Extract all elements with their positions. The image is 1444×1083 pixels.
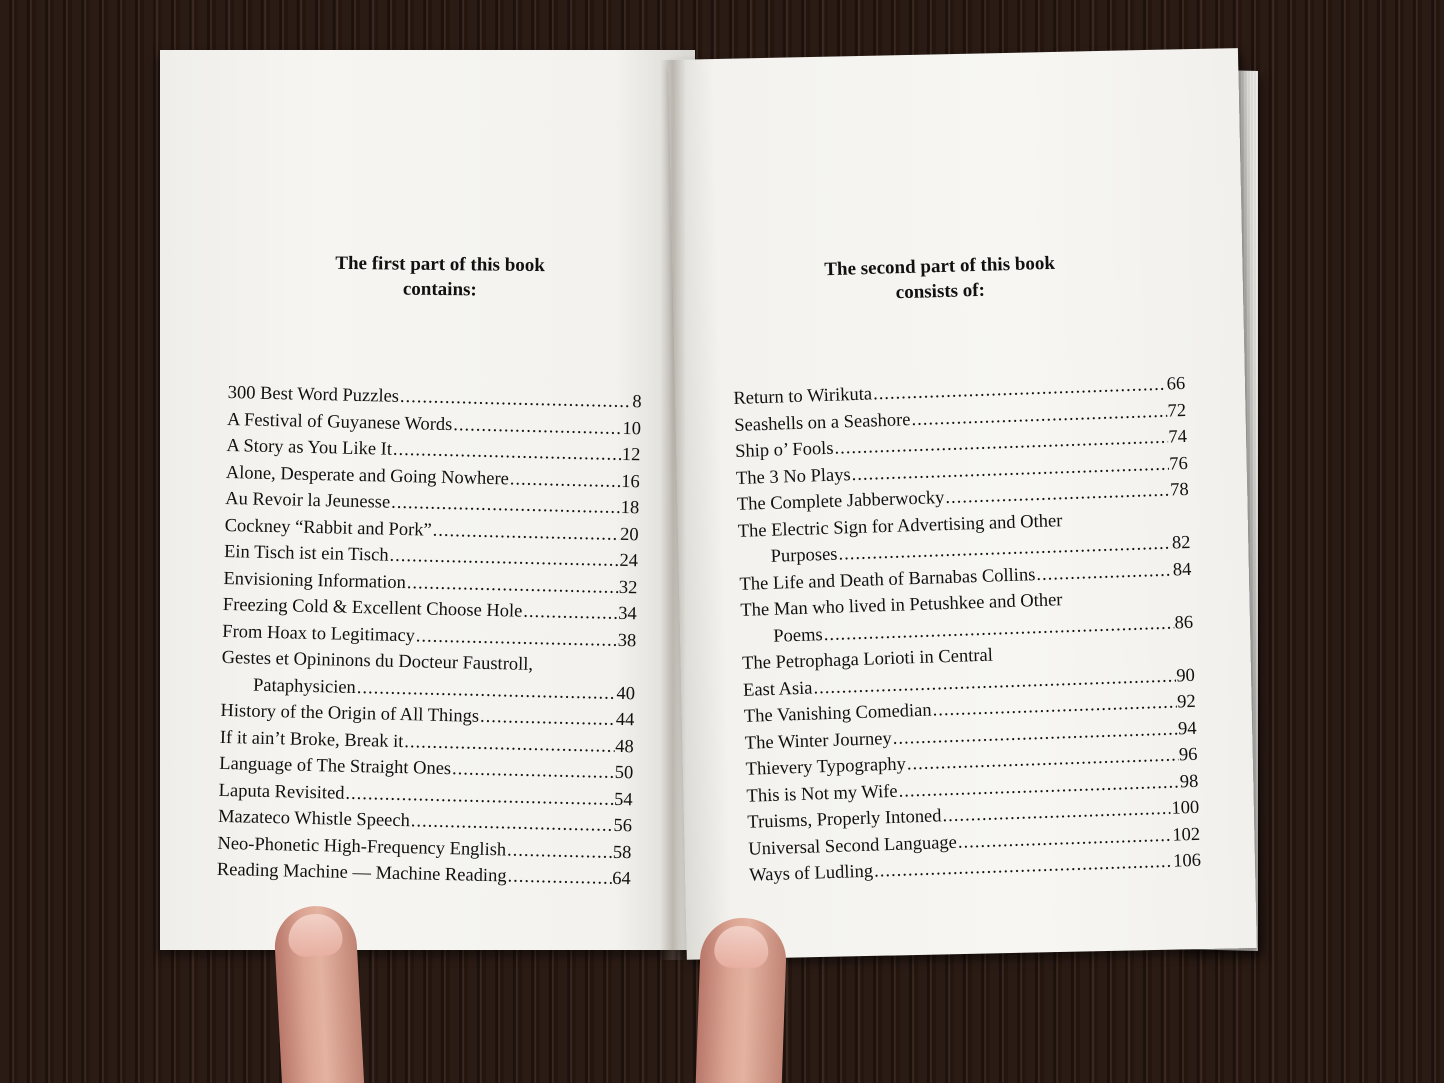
toc-page-number: 40 bbox=[616, 683, 636, 704]
toc-page-number: 84 bbox=[1172, 559, 1192, 581]
toc-entry-title: Universal Second Language bbox=[748, 832, 958, 860]
toc-entry-title: History of the Origin of All Things bbox=[220, 700, 480, 727]
toc-page-number: 20 bbox=[619, 524, 639, 545]
toc-dot-leader bbox=[1036, 557, 1172, 588]
toc-entry-title: The Winter Journey bbox=[744, 728, 892, 754]
toc-dot-leader bbox=[453, 412, 622, 442]
toc-dot-leader bbox=[507, 837, 612, 866]
toc-entry-title: Return to Wirikuta bbox=[733, 384, 873, 409]
toc-entry-title: Ways of Ludling bbox=[748, 861, 874, 886]
toc-entry-title: Freezing Cold & Excellent Choose Hole bbox=[222, 594, 523, 622]
toc-entry-title: Pataphysicien bbox=[252, 675, 357, 698]
toc-page-number: 38 bbox=[617, 630, 637, 651]
toc-dot-leader bbox=[432, 517, 619, 548]
toc-entry-title: Mazateco Whistle Speech bbox=[217, 806, 411, 832]
toc-entry-title: Truisms, Properly Intoned bbox=[747, 806, 942, 833]
toc-page-number: 100 bbox=[1171, 797, 1200, 819]
left-page-heading bbox=[260, 250, 621, 304]
toc-entry-title-line: The Man who lived in Petushkee and Other bbox=[740, 590, 1063, 621]
toc-dot-leader bbox=[510, 466, 621, 495]
toc-page-number: 82 bbox=[1171, 532, 1191, 554]
toc-page-number: 74 bbox=[1168, 426, 1188, 448]
toc-page-number: 102 bbox=[1172, 824, 1201, 846]
toc-page-number: 96 bbox=[1178, 744, 1198, 766]
toc-entry-title: Au Revoir la Jeunesse bbox=[225, 488, 391, 513]
toc-entry-title: Poems bbox=[772, 624, 823, 647]
toc-page-number: 32 bbox=[618, 577, 638, 598]
toc-entry-title: A Story as You Like It bbox=[226, 435, 393, 460]
right-fingernail bbox=[714, 925, 769, 969]
right-table-of-contents bbox=[733, 371, 1201, 889]
toc-entry-title: Laputa Revisited bbox=[218, 780, 345, 804]
toc-page-number: 58 bbox=[612, 842, 632, 863]
toc-entry-title: If it ain’t Broke, Break it bbox=[219, 727, 404, 752]
toc-dot-leader bbox=[523, 599, 618, 628]
left-heading-line-1: The first part of this book bbox=[335, 252, 546, 277]
toc-page-number: 78 bbox=[1169, 479, 1190, 501]
toc-page-number: 90 bbox=[1176, 665, 1196, 686]
toc-entry-title: From Hoax to Legitimacy bbox=[222, 621, 416, 646]
toc-dot-leader bbox=[480, 704, 615, 734]
toc-entry-title: Cockney “Rabbit and Pork” bbox=[224, 515, 432, 541]
toc-page-number: 50 bbox=[614, 762, 634, 784]
toc-entry-title: The 3 No Plays bbox=[735, 464, 851, 489]
right-heading-line-1: The second part of this book bbox=[824, 252, 1056, 281]
toc-entry-title: The Life and Death of Barnabas Collins bbox=[739, 564, 1036, 595]
toc-page-number: 12 bbox=[621, 444, 641, 466]
right-page-heading bbox=[759, 249, 1120, 309]
toc-page-number: 8 bbox=[632, 392, 642, 413]
toc-entry-title: Ship o’ Fools bbox=[734, 438, 834, 462]
toc-dot-leader bbox=[452, 756, 614, 786]
toc-page-number: 34 bbox=[618, 603, 638, 625]
toc-page-number: 64 bbox=[612, 868, 632, 890]
toc-page-number: 44 bbox=[615, 709, 635, 731]
toc-entry-title-line: The Electric Sign for Advertising and Other bbox=[737, 510, 1063, 542]
toc-entry-title: The Vanishing Comedian bbox=[743, 700, 932, 727]
toc-entry-title-line: The Petrophaga Lorioti in Central bbox=[741, 645, 994, 674]
toc-entry-title-line: Gestes et Opininons du Docteur Faustroll, bbox=[221, 647, 534, 675]
toc-page-number: 24 bbox=[619, 550, 639, 572]
left-finger bbox=[273, 904, 365, 1083]
toc-page-number: 10 bbox=[622, 418, 642, 439]
toc-page-number: 54 bbox=[613, 789, 633, 810]
toc-page-number: 48 bbox=[615, 736, 635, 757]
toc-page-number: 106 bbox=[1172, 850, 1202, 872]
toc-entry-title: This is Not my Wife bbox=[746, 781, 898, 807]
toc-entry-title: Language of The Straight Ones bbox=[219, 753, 452, 780]
toc-page-number: 72 bbox=[1167, 400, 1187, 422]
toc-entry-title: Neo-Phonetic High-Frequency English bbox=[217, 833, 507, 860]
toc-page-number: 92 bbox=[1176, 691, 1197, 713]
left-heading-line-2: contains: bbox=[402, 278, 477, 301]
toc-page-number: 66 bbox=[1166, 374, 1186, 395]
left-fingernail bbox=[287, 913, 343, 958]
toc-entry-title: A Festival of Guyanese Words bbox=[226, 409, 453, 435]
left-table-of-contents bbox=[217, 380, 642, 893]
toc-entry-title: The Complete Jabberwocky bbox=[736, 488, 945, 515]
toc-entry-title: Envisioning Information bbox=[223, 568, 407, 593]
toc-page-number: 56 bbox=[613, 815, 633, 837]
toc-dot-leader bbox=[507, 863, 611, 892]
toc-page-number: 18 bbox=[620, 497, 640, 519]
right-finger bbox=[695, 917, 788, 1083]
toc-entry-title: Purposes bbox=[770, 544, 838, 567]
book-gutter bbox=[660, 60, 686, 960]
toc-page-number: 98 bbox=[1179, 771, 1199, 792]
toc-entry-title: Seashells on a Seashore bbox=[733, 409, 911, 436]
toc-entry-title: Ein Tisch ist ein Tisch bbox=[223, 541, 389, 566]
toc-page-number: 86 bbox=[1174, 612, 1194, 633]
toc-page-number: 76 bbox=[1168, 453, 1189, 475]
toc-page-number: 94 bbox=[1177, 718, 1197, 739]
toc-entry-title: Reading Machine — Machine Reading bbox=[216, 859, 507, 887]
toc-entry-title: 300 Best Word Puzzles bbox=[227, 382, 400, 407]
toc-entry-title: Alone, Desperate and Going Nowhere bbox=[225, 462, 510, 489]
toc-page-number: 16 bbox=[621, 471, 641, 492]
toc-entry-title: East Asia bbox=[742, 678, 813, 701]
toc-entry-title: Thievery Typography bbox=[745, 754, 907, 780]
right-heading-line-2: consists of: bbox=[895, 279, 986, 304]
